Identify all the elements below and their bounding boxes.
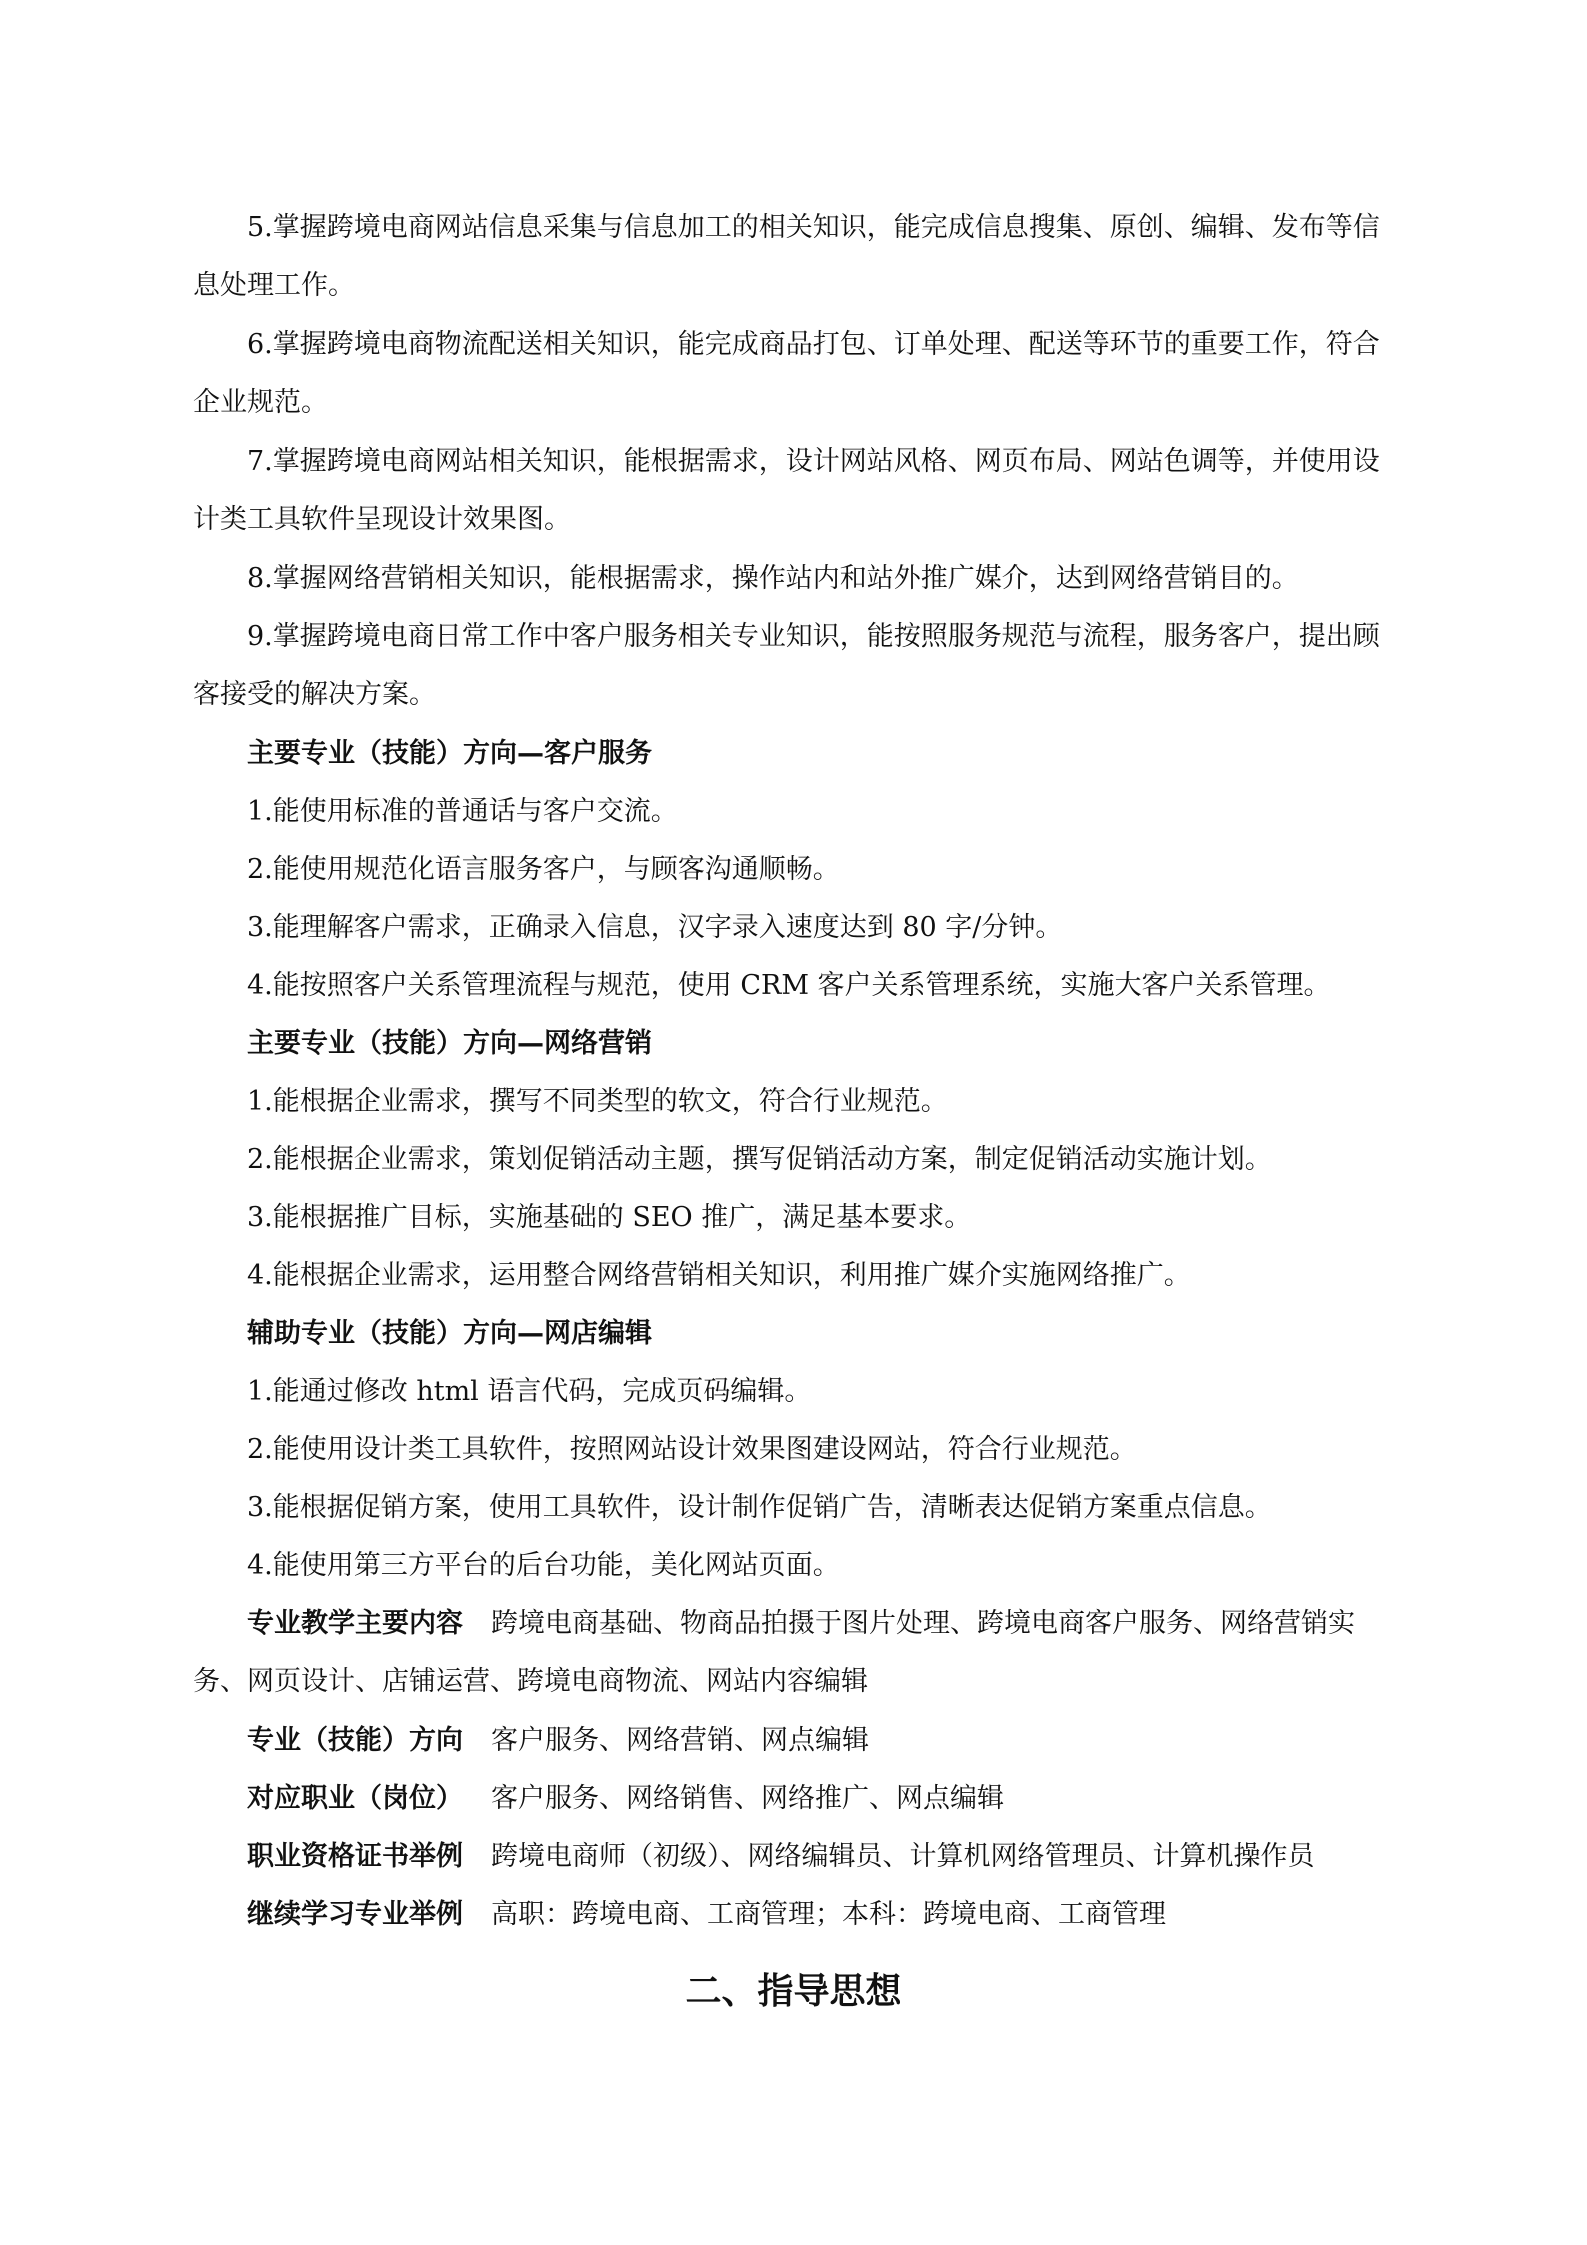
skill-direction-label: 专业（技能）方向 xyxy=(247,1725,463,1756)
list-item: 3.能理解客户需求，正确录入信息，汉字录入速度达到 80 字/分钟。 xyxy=(247,912,1063,943)
list-item: 4.能根据企业需求，运用整合网络营销相关知识，利用推广媒介实施网络推广。 xyxy=(247,1260,1191,1291)
list-item: 3.能根据促销方案，使用工具软件，设计制作促销广告，清晰表达促销方案重点信息。 xyxy=(247,1492,1272,1523)
list-item: 4.能使用第三方平台的后台功能，美化网站页面。 xyxy=(247,1550,840,1581)
corresponding-jobs-value: 客户服务、网络销售、网络推广、网点编辑 xyxy=(491,1783,1004,1814)
paragraph-9: 9.掌握跨境电商日常工作中客户服务相关专业知识，能按照服务规范与流程，服务客户，提出顾客接受的解决方案。 xyxy=(193,621,1380,710)
paragraph-6: 6.掌握跨境电商物流配送相关知识，能完成商品打包、订单处理、配送等环节的重要工作，符合企业规范。 xyxy=(193,329,1380,418)
list-item: 2.能根据企业需求，策划促销活动主题，撰写促销活动方案，制定促销活动实施计划。 xyxy=(247,1144,1272,1175)
further-study-value: 高职：跨境电商、工商管理；本科：跨境电商、工商管理 xyxy=(491,1899,1166,1930)
further-study xyxy=(193,1886,1403,1944)
teaching-content xyxy=(193,1595,1403,1711)
teaching-content-value: 跨境电商基础、物商品拍摄于图片处理、跨境电商客户服务、网络营销实务、网页设计、店铺运营、跨境电商物流、网站内容编辑 xyxy=(193,1608,1355,1697)
paragraph-8: 8.掌握网络营销相关知识，能根据需求，操作站内和站外推广媒介，达到网络营销目的。 xyxy=(247,563,1299,594)
corresponding-jobs xyxy=(193,1770,1403,1828)
certificates xyxy=(193,1828,1403,1886)
skill-direction xyxy=(193,1712,1403,1770)
list-item: 3.能根据推广目标，实施基础的 SEO 推广，满足基本要求。 xyxy=(247,1202,972,1233)
teaching-content-label: 专业教学主要内容 xyxy=(247,1608,463,1639)
list-item: 4.能按照客户关系管理流程与规范，使用 CRM 客户关系管理系统，实施大客户关系管理。 xyxy=(247,970,1331,1001)
list-item: 1.能通过修改 html 语言代码，完成页码编辑。 xyxy=(247,1376,812,1407)
section-title: 二、指导思想 xyxy=(685,1971,902,2012)
corresponding-jobs-label: 对应职业（岗位） xyxy=(247,1783,463,1814)
list-item: 2.能使用规范化语言服务客户，与顾客沟通顺畅。 xyxy=(247,854,840,885)
list-item: 1.能根据企业需求，撰写不同类型的软文，符合行业规范。 xyxy=(247,1086,948,1117)
certificates-value: 跨境电商师（初级）、网络编辑员、计算机网络管理员、计算机操作员 xyxy=(491,1841,1315,1872)
paragraph-7: 7.掌握跨境电商网站相关知识，能根据需求，设计网站风格、网页布局、网站色调等，并使用设计类工具软件呈现设计效果图。 xyxy=(193,446,1380,535)
skill-direction-value: 客户服务、网络营销、网点编辑 xyxy=(491,1725,869,1756)
heading-network-marketing: 主要专业（技能）方向—网络营销 xyxy=(247,1028,652,1059)
certificates-label: 职业资格证书举例 xyxy=(247,1841,463,1872)
heading-customer-service: 主要专业（技能）方向—客户服务 xyxy=(247,738,652,769)
paragraph-5: 5.掌握跨境电商网站信息采集与信息加工的相关知识，能完成信息搜集、原创、编辑、发布等信息处理工作。 xyxy=(193,212,1380,301)
list-item: 1.能使用标准的普通话与客户交流。 xyxy=(247,796,678,827)
heading-shop-editing: 辅助专业（技能）方向—网店编辑 xyxy=(247,1318,652,1349)
further-study-label: 继续学习专业举例 xyxy=(247,1899,463,1930)
list-item: 2.能使用设计类工具软件，按照网站设计效果图建设网站，符合行业规范。 xyxy=(247,1434,1137,1465)
